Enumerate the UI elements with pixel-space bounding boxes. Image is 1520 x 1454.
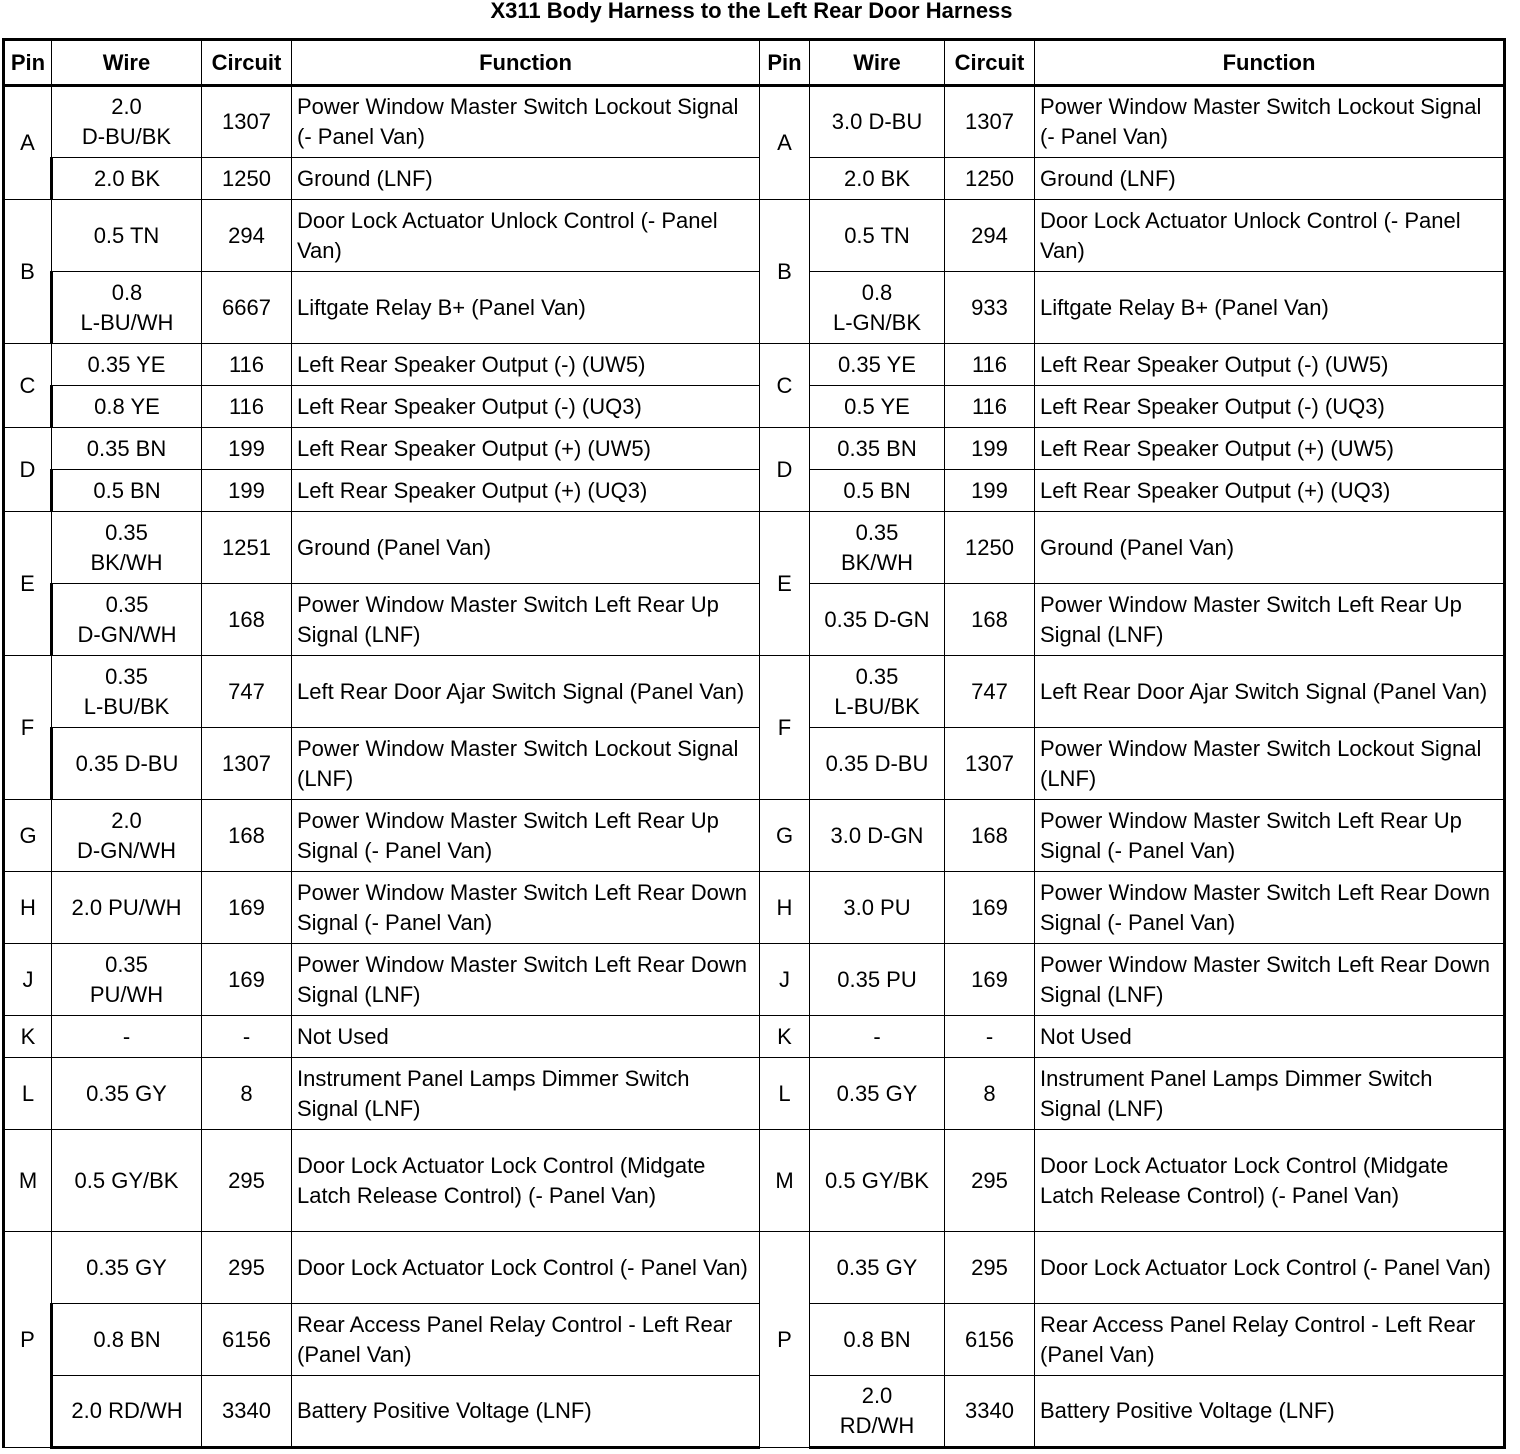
circuit-cell: -: [945, 1016, 1035, 1058]
circuit-cell: 1250: [945, 158, 1035, 200]
circuit-cell: 1307: [202, 728, 292, 800]
table-row: [4, 470, 1505, 512]
circuit-cell: 295: [202, 1130, 292, 1232]
pin-cell: J: [760, 944, 810, 1016]
wire-cell: 0.8 YE: [52, 386, 202, 428]
pin-cell: C: [760, 344, 810, 428]
circuit-cell: 116: [945, 344, 1035, 386]
function-cell: Left Rear Speaker Output (-) (UW5): [1035, 344, 1505, 386]
table-row: [4, 386, 1505, 428]
function-cell: Rear Access Panel Relay Control - Left Rear (Panel Van): [1035, 1304, 1505, 1376]
pin-cell: J: [4, 944, 52, 1016]
wire-cell: 3.0 D-GN: [810, 800, 945, 872]
circuit-cell: 1307: [945, 86, 1035, 158]
wire-cell: 0.35 GY: [52, 1058, 202, 1130]
function-cell: Rear Access Panel Relay Control - Left Rear (Panel Van): [292, 1304, 760, 1376]
function-cell: Power Window Master Switch Left Rear Up Signal (- Panel Van): [1035, 800, 1505, 872]
pin-cell: L: [4, 1058, 52, 1130]
wire-cell: 0.35 PU: [810, 944, 945, 1016]
pin-cell: L: [760, 1058, 810, 1130]
pin-cell: A: [4, 86, 52, 200]
function-cell: Left Rear Speaker Output (+) (UQ3): [1035, 470, 1505, 512]
pin-cell: G: [760, 800, 810, 872]
function-cell: Instrument Panel Lamps Dimmer Switch Signal (LNF): [292, 1058, 760, 1130]
function-cell: Power Window Master Switch Left Rear Up Signal (- Panel Van): [292, 800, 760, 872]
wire-cell: 0.35 D-GN/WH: [52, 584, 202, 656]
function-cell: Power Window Master Switch Lockout Signal (LNF): [292, 728, 760, 800]
table-row: [4, 1058, 1505, 1130]
function-cell: Ground (Panel Van): [1035, 512, 1505, 584]
circuit-cell: 295: [202, 1232, 292, 1304]
function-cell: Door Lock Actuator Lock Control (Midgate Latch Release Control) (- Panel Van): [1035, 1130, 1505, 1232]
wire-cell: 2.0 BK: [810, 158, 945, 200]
function-cell: Power Window Master Switch Left Rear Down Signal (LNF): [292, 944, 760, 1016]
function-cell: Power Window Master Switch Lockout Signal (LNF): [1035, 728, 1505, 800]
wire-cell: 0.35 BN: [52, 428, 202, 470]
table-row: [4, 872, 1505, 944]
table-row: [4, 1304, 1505, 1376]
pin-cell: D: [760, 428, 810, 512]
wire-cell: 2.0 RD/WH: [810, 1376, 945, 1448]
wire-cell: 0.35 GY: [52, 1232, 202, 1304]
pin-cell: F: [760, 656, 810, 800]
function-cell: Power Window Master Switch Left Rear Up Signal (LNF): [1035, 584, 1505, 656]
circuit-cell: 169: [945, 944, 1035, 1016]
circuit-cell: 1250: [945, 512, 1035, 584]
function-cell: Ground (LNF): [292, 158, 760, 200]
circuit-cell: 8: [945, 1058, 1035, 1130]
function-cell: Power Window Master Switch Left Rear Down Signal (- Panel Van): [1035, 872, 1505, 944]
function-cell: Left Rear Speaker Output (-) (UW5): [292, 344, 760, 386]
function-cell: Left Rear Speaker Output (-) (UQ3): [1035, 386, 1505, 428]
wire-cell: 0.5 GY/BK: [810, 1130, 945, 1232]
pin-cell: P: [760, 1232, 810, 1448]
circuit-cell: 199: [202, 470, 292, 512]
wire-cell: 0.35 D-BU: [810, 728, 945, 800]
circuit-cell: 169: [202, 944, 292, 1016]
pin-cell: K: [4, 1016, 52, 1058]
table-row: [4, 86, 1505, 158]
pin-cell: E: [760, 512, 810, 656]
table-row: [4, 1016, 1505, 1058]
pin-cell: K: [760, 1016, 810, 1058]
circuit-cell: 295: [945, 1232, 1035, 1304]
function-cell: Door Lock Actuator Lock Control (- Panel Van): [1035, 1232, 1505, 1304]
table-row: [4, 1376, 1505, 1448]
wire-cell: 0.8 L-BU/WH: [52, 272, 202, 344]
circuit-cell: 1307: [945, 728, 1035, 800]
function-cell: Ground (Panel Van): [292, 512, 760, 584]
wire-cell: 3.0 D-BU: [810, 86, 945, 158]
table-row: [4, 512, 1505, 584]
pin-cell: H: [4, 872, 52, 944]
pin-cell: E: [4, 512, 52, 656]
function-cell: Not Used: [292, 1016, 760, 1058]
table-row: [4, 1232, 1505, 1304]
circuit-cell: 199: [202, 428, 292, 470]
function-cell: Battery Positive Voltage (LNF): [1035, 1376, 1505, 1448]
pin-cell: M: [4, 1130, 52, 1232]
function-cell: Power Window Master Switch Lockout Signal (- Panel Van): [292, 86, 760, 158]
function-cell: Battery Positive Voltage (LNF): [292, 1376, 760, 1448]
wire-cell: 0.35 GY: [810, 1058, 945, 1130]
function-cell: Left Rear Door Ajar Switch Signal (Panel Van): [1035, 656, 1505, 728]
pin-cell: G: [4, 800, 52, 872]
header-pin: Pin: [760, 40, 810, 86]
table-row: [4, 728, 1505, 800]
table-body: [4, 86, 1505, 1448]
wire-cell: 0.5 GY/BK: [52, 1130, 202, 1232]
header-function: Function: [292, 40, 760, 86]
wire-cell: 0.5 BN: [52, 470, 202, 512]
circuit-cell: 168: [945, 584, 1035, 656]
table-row: [4, 800, 1505, 872]
circuit-cell: 8: [202, 1058, 292, 1130]
circuit-cell: 169: [945, 872, 1035, 944]
function-cell: Left Rear Door Ajar Switch Signal (Panel Van): [292, 656, 760, 728]
pin-cell: H: [760, 872, 810, 944]
circuit-cell: 168: [202, 800, 292, 872]
function-cell: Power Window Master Switch Left Rear Down Signal (LNF): [1035, 944, 1505, 1016]
function-cell: Instrument Panel Lamps Dimmer Switch Signal (LNF): [1035, 1058, 1505, 1130]
wire-cell: 0.35 YE: [52, 344, 202, 386]
function-cell: Not Used: [1035, 1016, 1505, 1058]
circuit-cell: -: [202, 1016, 292, 1058]
circuit-cell: 747: [202, 656, 292, 728]
header-pin: Pin: [4, 40, 52, 86]
circuit-cell: 3340: [202, 1376, 292, 1448]
circuit-cell: 295: [945, 1130, 1035, 1232]
circuit-cell: 169: [202, 872, 292, 944]
circuit-cell: 3340: [945, 1376, 1035, 1448]
function-cell: Power Window Master Switch Left Rear Up Signal (LNF): [292, 584, 760, 656]
pin-cell: B: [4, 200, 52, 344]
function-cell: Door Lock Actuator Unlock Control (- Panel Van): [1035, 200, 1505, 272]
pin-cell: D: [4, 428, 52, 512]
header-circuit: Circuit: [202, 40, 292, 86]
function-cell: Left Rear Speaker Output (+) (UW5): [1035, 428, 1505, 470]
wire-cell: 0.35 BN: [810, 428, 945, 470]
pin-cell: B: [760, 200, 810, 344]
wire-cell: 2.0 BK: [52, 158, 202, 200]
function-cell: Power Window Master Switch Lockout Signal (- Panel Van): [1035, 86, 1505, 158]
wire-cell: 0.35 L-BU/BK: [52, 656, 202, 728]
pin-cell: C: [4, 344, 52, 428]
header-function: Function: [1035, 40, 1505, 86]
wire-cell: 0.35 BK/WH: [52, 512, 202, 584]
function-cell: Door Lock Actuator Unlock Control (- Panel Van): [292, 200, 760, 272]
table-row: [4, 344, 1505, 386]
page-title: X311 Body Harness to the Left Rear Door Harness: [490, 0, 1013, 23]
wire-cell: 0.8 BN: [52, 1304, 202, 1376]
table-row: [4, 944, 1505, 1016]
table-row: [4, 158, 1505, 200]
table-row: [4, 1130, 1505, 1232]
wire-cell: 0.8 L-GN/BK: [810, 272, 945, 344]
wire-cell: 0.5 TN: [52, 200, 202, 272]
circuit-cell: 168: [202, 584, 292, 656]
circuit-cell: 199: [945, 470, 1035, 512]
circuit-cell: 6156: [202, 1304, 292, 1376]
wire-cell: 0.35 PU/WH: [52, 944, 202, 1016]
pin-cell: A: [760, 86, 810, 200]
wire-cell: 2.0 PU/WH: [52, 872, 202, 944]
function-cell: Liftgate Relay B+ (Panel Van): [1035, 272, 1505, 344]
circuit-cell: 116: [202, 386, 292, 428]
header-wire: Wire: [810, 40, 945, 86]
wire-cell: 0.5 TN: [810, 200, 945, 272]
wire-cell: -: [52, 1016, 202, 1058]
function-cell: Left Rear Speaker Output (+) (UW5): [292, 428, 760, 470]
function-cell: Liftgate Relay B+ (Panel Van): [292, 272, 760, 344]
circuit-cell: 116: [945, 386, 1035, 428]
circuit-cell: 6156: [945, 1304, 1035, 1376]
function-cell: Ground (LNF): [1035, 158, 1505, 200]
circuit-cell: 199: [945, 428, 1035, 470]
wire-cell: 0.8 BN: [810, 1304, 945, 1376]
circuit-cell: 1307: [202, 86, 292, 158]
wire-cell: 0.5 BN: [810, 470, 945, 512]
circuit-cell: 747: [945, 656, 1035, 728]
wire-cell: 2.0 RD/WH: [52, 1376, 202, 1448]
circuit-cell: 294: [202, 200, 292, 272]
header-wire: Wire: [52, 40, 202, 86]
circuit-cell: 6667: [202, 272, 292, 344]
function-cell: Door Lock Actuator Lock Control (- Panel Van): [292, 1232, 760, 1304]
wire-cell: 0.35 YE: [810, 344, 945, 386]
wire-cell: 2.0 D-BU/BK: [52, 86, 202, 158]
function-cell: Left Rear Speaker Output (-) (UQ3): [292, 386, 760, 428]
circuit-cell: 294: [945, 200, 1035, 272]
wire-cell: 0.35 BK/WH: [810, 512, 945, 584]
circuit-cell: 933: [945, 272, 1035, 344]
pin-cell: F: [4, 656, 52, 800]
wire-cell: 0.35 GY: [810, 1232, 945, 1304]
wire-cell: 3.0 PU: [810, 872, 945, 944]
header-row: [4, 40, 1505, 86]
circuit-cell: 1251: [202, 512, 292, 584]
wire-cell: 2.0 D-GN/WH: [52, 800, 202, 872]
pin-cell: M: [760, 1130, 810, 1232]
wire-cell: 0.35 D-GN: [810, 584, 945, 656]
pin-cell: P: [4, 1232, 52, 1448]
table-row: [4, 428, 1505, 470]
circuit-cell: 1250: [202, 158, 292, 200]
wire-cell: 0.35 D-BU: [52, 728, 202, 800]
function-cell: Door Lock Actuator Lock Control (Midgate Latch Release Control) (- Panel Van): [292, 1130, 760, 1232]
circuit-cell: 116: [202, 344, 292, 386]
wire-cell: 0.35 L-BU/BK: [810, 656, 945, 728]
function-cell: Left Rear Speaker Output (+) (UQ3): [292, 470, 760, 512]
circuit-cell: 168: [945, 800, 1035, 872]
connector-table: [2, 38, 1506, 1449]
wire-cell: 0.5 YE: [810, 386, 945, 428]
wire-cell: -: [810, 1016, 945, 1058]
function-cell: Power Window Master Switch Left Rear Down Signal (- Panel Van): [292, 872, 760, 944]
table-row: [4, 656, 1505, 728]
table-row: [4, 200, 1505, 272]
table-row: [4, 272, 1505, 344]
header-circuit: Circuit: [945, 40, 1035, 86]
table-row: [4, 584, 1505, 656]
